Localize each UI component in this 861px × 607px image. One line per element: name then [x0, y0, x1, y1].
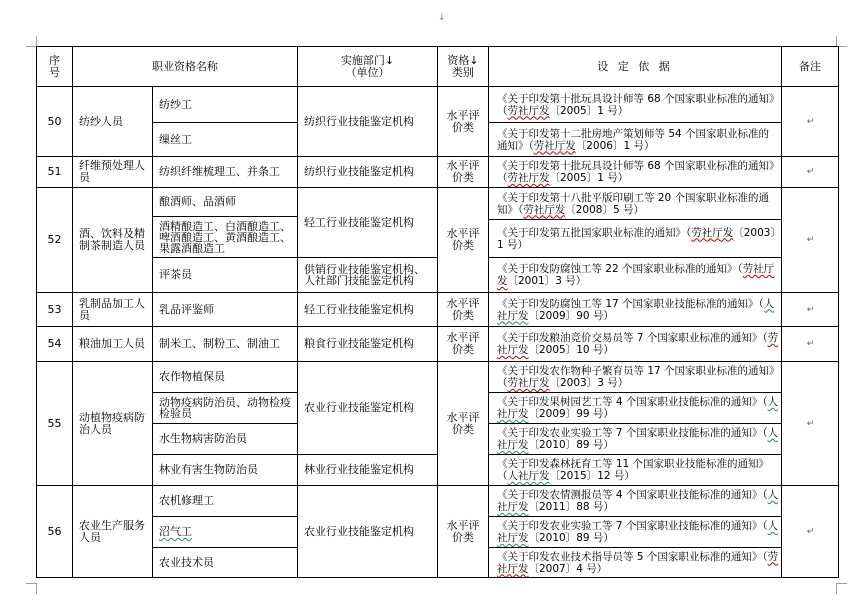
row-52-basis-1: 《关于印发第十八批平版印刷工等 20 个国家职业标准的通知》（劳社厅发〔2008〕5 号）	[497, 191, 770, 216]
remark-cell: ↵	[806, 339, 815, 349]
row-51-qual: 水平评价类	[446, 159, 480, 184]
row-53-basis-1: 《关于印发防腐蚀工等 17 个国家职业技能标准的通知》（人社厅发〔2009〕90 号）	[497, 297, 775, 322]
issuer-abbreviation: 劳社厅发	[497, 550, 779, 575]
row-52-dept-2: 供销行业技能鉴定机构、人社部门技能鉴定机构	[304, 263, 425, 287]
row-56-dept: 农业行业技能鉴定机构	[304, 524, 414, 538]
row-52-job-2: 酒精酿造工、白酒酿造工、啤酒酿造工、黄酒酿造工、果露酒酿造工	[159, 219, 291, 255]
row-52-dept-1: 轻工行业技能鉴定机构	[304, 215, 414, 229]
remark-cell: ↵	[806, 116, 815, 127]
issuer-abbreviation: 劳社厅发	[691, 226, 734, 239]
row-54-category: 粮油加工人员	[79, 337, 145, 350]
row-56-category: 农业生产服务人员	[79, 518, 145, 544]
issuer-abbreviation: 劳社厅发	[523, 203, 566, 216]
row-52-basis-2: 《关于印发第五批国家职业标准的通知》（劳社厅发〔2003〕1 号）	[497, 226, 776, 251]
row-55-category: 动植物疫病防治人员	[79, 410, 145, 436]
header-name: 职业资格名称	[152, 59, 218, 73]
row-54-qual: 水平评价类	[446, 331, 480, 356]
row-52-qual: 水平评价类	[446, 227, 480, 252]
issuer-abbreviation: 劳社厅发	[507, 104, 550, 117]
row-53-category: 乳制品加工人员	[79, 296, 145, 322]
row-51-basis-1: 《关于印发第十批玩具设计师等 68 个国家职业标准的通知》（劳社厅发〔2005〕1 号）	[497, 160, 775, 184]
issuer-abbreviation: 劳社厅发	[497, 263, 775, 287]
row-51-number: 51	[47, 165, 62, 178]
remark-cell: ↵	[806, 526, 815, 537]
top-paragraph-mark: ↓	[438, 13, 446, 23]
row-52-job-1: 酿酒师、品酒师	[159, 195, 236, 208]
row-56-job-3: 农业技术员	[159, 555, 214, 569]
row-56-number: 56	[47, 524, 62, 538]
row-50-basis-2: 《关于印发第十二批房地产策划师等 54 个国家职业标准的通知》（劳社厅发〔2006〕1 号）	[497, 127, 770, 152]
header-dept: 实施部门↓（单位）	[340, 53, 395, 79]
row-53-dept: 轻工行业技能鉴定机构	[304, 302, 414, 316]
header-basis: 设 定 依 据	[597, 59, 673, 73]
row-55-dept-2: 林业行业技能鉴定机构	[304, 463, 414, 476]
row-55-basis-4: 《关于印发森林抚育工等 11 个国家职业技能标准的通知》（人社厅发〔2015〕12 号）	[497, 458, 770, 482]
header-seq: 序号	[49, 53, 60, 79]
row-54-dept: 粮食行业技能鉴定机构	[304, 337, 414, 350]
row-55-dept-1: 农业行业技能鉴定机构	[304, 401, 414, 414]
row-55-qual: 水平评价类	[446, 410, 480, 436]
row-52-number: 52	[47, 233, 62, 246]
issuer-abbreviation: 人社厅发	[497, 297, 775, 322]
row-56-job-2: 沼气工	[159, 525, 192, 538]
row-51-job-1: 纺织纤维梳理工、并条工	[159, 165, 280, 178]
issuer-abbreviation: 人社厅发	[507, 470, 550, 482]
row-52-category: 酒、饮料及精制茶制造人员	[79, 227, 145, 252]
row-56-job-1: 农机修理工	[159, 494, 214, 507]
row-53-number: 53	[47, 302, 62, 316]
row-55-job-4: 林业有害生物防治员	[159, 463, 258, 476]
row-56-basis-2: 《关于印发农业实验工等 7 个国家职业技能标准的通知》（人社厅发〔2010〕89 号）	[497, 520, 779, 544]
header-remark: 备注	[799, 59, 821, 73]
row-52-job-3: 评茶员	[159, 268, 192, 281]
row-50-basis-1: 《关于印发第十批玩具设计师等 68 个国家职业标准的通知》（劳社厅发〔2005〕1 号）	[497, 92, 775, 117]
issuer-abbreviation: 人社厅发	[497, 427, 779, 451]
row-55-job-2: 动物疫病防治员、动物检疫检验员	[159, 396, 291, 420]
issuer-abbreviation: 人社厅发	[497, 520, 779, 544]
issuer-abbreviation: 人社厅发	[497, 396, 779, 420]
row-50-number: 50	[47, 114, 62, 128]
row-50-job-1: 纺纱工	[159, 97, 192, 111]
row-55-job-3: 水生物病害防治员	[159, 432, 247, 445]
remark-cell: ↵	[806, 235, 815, 245]
row-54-basis-1: 《关于印发粮油竞价交易员等 7 个国家职业标准的通知》（劳社厅发〔2005〕10 号）	[497, 332, 779, 356]
row-56-basis-1: 《关于印发农情测报员等 4 个国家职业技能标准的通知》（人社厅发〔2011〕88 号）	[497, 489, 779, 513]
row-53-job-1: 乳品评鉴师	[159, 302, 214, 316]
row-54-number: 54	[47, 337, 62, 350]
row-51-dept: 纺织行业技能鉴定机构	[304, 165, 414, 178]
header-qual: 资格↓类别	[447, 53, 479, 79]
row-55-basis-2: 《关于印发果树园艺工等 4 个国家职业技能标准的通知》（人社厅发〔2009〕99 号）	[497, 396, 779, 420]
row-50-job-2: 缫丝工	[159, 132, 192, 146]
row-55-basis-3: 《关于印发农业实验工等 7 个国家职业技能标准的通知》（人社厅发〔2010〕89 号）	[497, 427, 779, 451]
row-50-dept: 纺织行业技能鉴定机构	[304, 114, 414, 128]
row-54-job-1: 制米工、制粉工、制油工	[159, 337, 280, 350]
row-52-basis-3: 《关于印发防腐蚀工等 22 个国家职业标准的通知》（劳社厅发〔2001〕3 号）	[497, 263, 775, 287]
issuer-abbreviation: 劳社厅发	[507, 377, 550, 389]
row-51-category: 纤维预处理人员	[79, 159, 145, 184]
row-53-qual: 水平评价类	[446, 296, 480, 322]
remark-cell: ↵	[806, 167, 815, 177]
row-55-number: 55	[47, 416, 62, 430]
row-55-job-1: 农作物植保员	[159, 370, 225, 383]
issuer-abbreviation: 劳社厅发	[533, 139, 576, 152]
remark-cell: ↵	[806, 418, 815, 429]
row-56-qual: 水平评价类	[446, 518, 480, 544]
row-55-basis-1: 《关于印发农作物种子繁育员等 17 个国家职业标准的通知》（劳社厅发〔2003〕3 号）	[497, 365, 775, 389]
row-50-qual: 水平评价类	[446, 108, 480, 134]
row-56-basis-3: 《关于印发农业技术指导员等 5 个国家职业标准的通知》（劳社厅发〔2007〕4 号）	[497, 550, 779, 575]
remark-cell: ↵	[806, 304, 815, 315]
row-50-category: 纺纱人员	[79, 114, 123, 128]
issuer-abbreviation: 劳社厅发	[497, 332, 779, 356]
issuer-abbreviation: 劳社厅发	[507, 172, 550, 184]
issuer-abbreviation: 人社厅发	[497, 489, 779, 513]
